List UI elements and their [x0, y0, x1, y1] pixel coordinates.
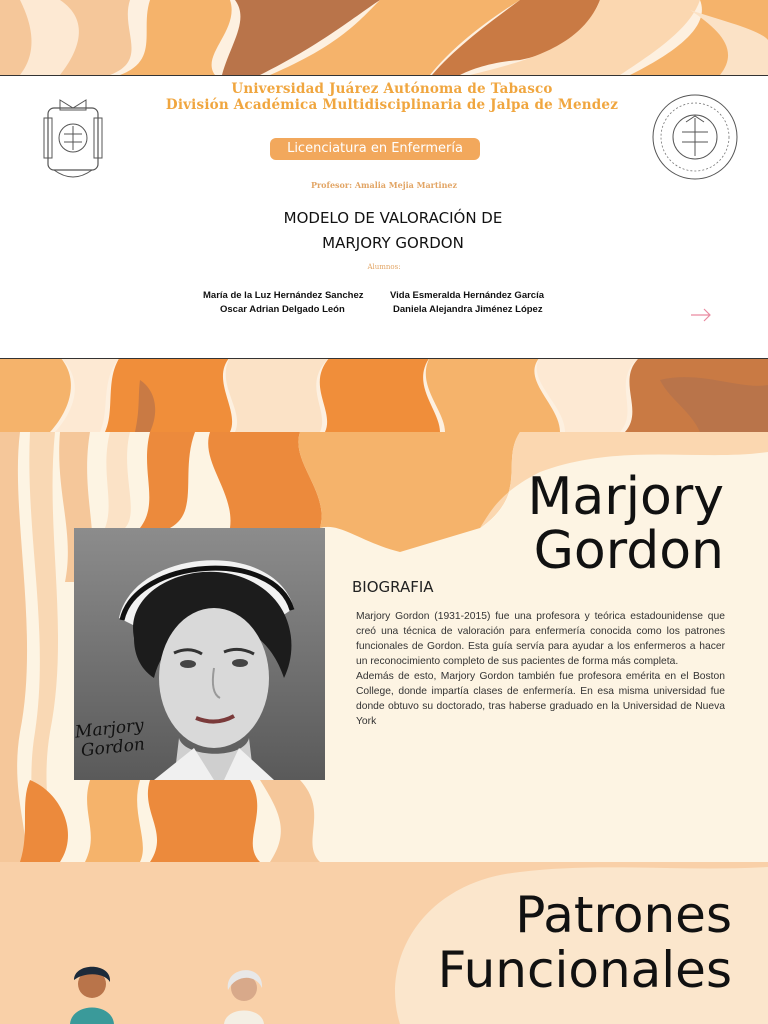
biography-title	[527, 467, 724, 581]
presentation-title-line2: MARJORY GORDON	[322, 234, 464, 252]
division-seal-icon	[650, 92, 740, 182]
biography-heading: BIOGRAFIA	[352, 578, 434, 596]
biography-paragraph: Marjory Gordon (1931-2015) fue una profesora y teórica estadounidense que creó una técnica de valoración para enfermería conocida como los patrones funcionales de Gordon. Esta guía servía para ayudar a los enfermeros a hacer un reconocimiento completo de sus pacientes de forma más completa.	[356, 611, 725, 667]
patterns-title-line2: Funcionales	[437, 941, 732, 999]
patterns-title-line1: Patrones	[515, 886, 732, 944]
student-name: Oscar Adrian Delgado León	[220, 304, 345, 315]
arrow-right-icon[interactable]	[690, 308, 712, 322]
functional-patterns-slide	[0, 862, 768, 1024]
signature	[74, 717, 147, 762]
signature-line1: Marjory	[74, 715, 145, 743]
biography-paragraph: Además de esto, Marjory Gordon también fue profesora emérita en el Boston College, donde impartía clases de enfermería. En esa misma universidad fue donde obtuvo su doctorado, tras haberse graduado en la Universidad de Nueva York	[356, 671, 725, 727]
portrait-photo	[74, 528, 325, 780]
biography-slide	[0, 432, 768, 862]
cover-panel	[0, 75, 768, 359]
presentation-title-line1: MODELO DE VALORACIÓN DE	[283, 209, 503, 227]
university-name: Universidad Juárez Autónoma de Tabasco	[231, 81, 553, 97]
signature-line2: Gordon	[80, 734, 146, 762]
biography-title-line2: Gordon	[533, 521, 724, 581]
biography-title-line1: Marjory	[527, 467, 724, 527]
biography-text	[356, 609, 725, 729]
division-name: División Académica Multidisciplinaria de Jalpa de Mendez	[165, 97, 619, 113]
student-name: Daniela Alejandra Jiménez López	[393, 304, 543, 315]
program-badge: Licenciatura en Enfermería	[270, 138, 480, 160]
patterns-title	[438, 888, 732, 998]
students-label: Alumnos:	[367, 263, 401, 271]
cover-slide	[0, 0, 768, 432]
student-name: Vida Esmeralda Hernández García	[390, 290, 545, 301]
professor-name: Profesor: Amalia Mejia Martinez	[310, 180, 458, 190]
student-name: María de la Luz Hernández Sanchez	[203, 290, 364, 301]
